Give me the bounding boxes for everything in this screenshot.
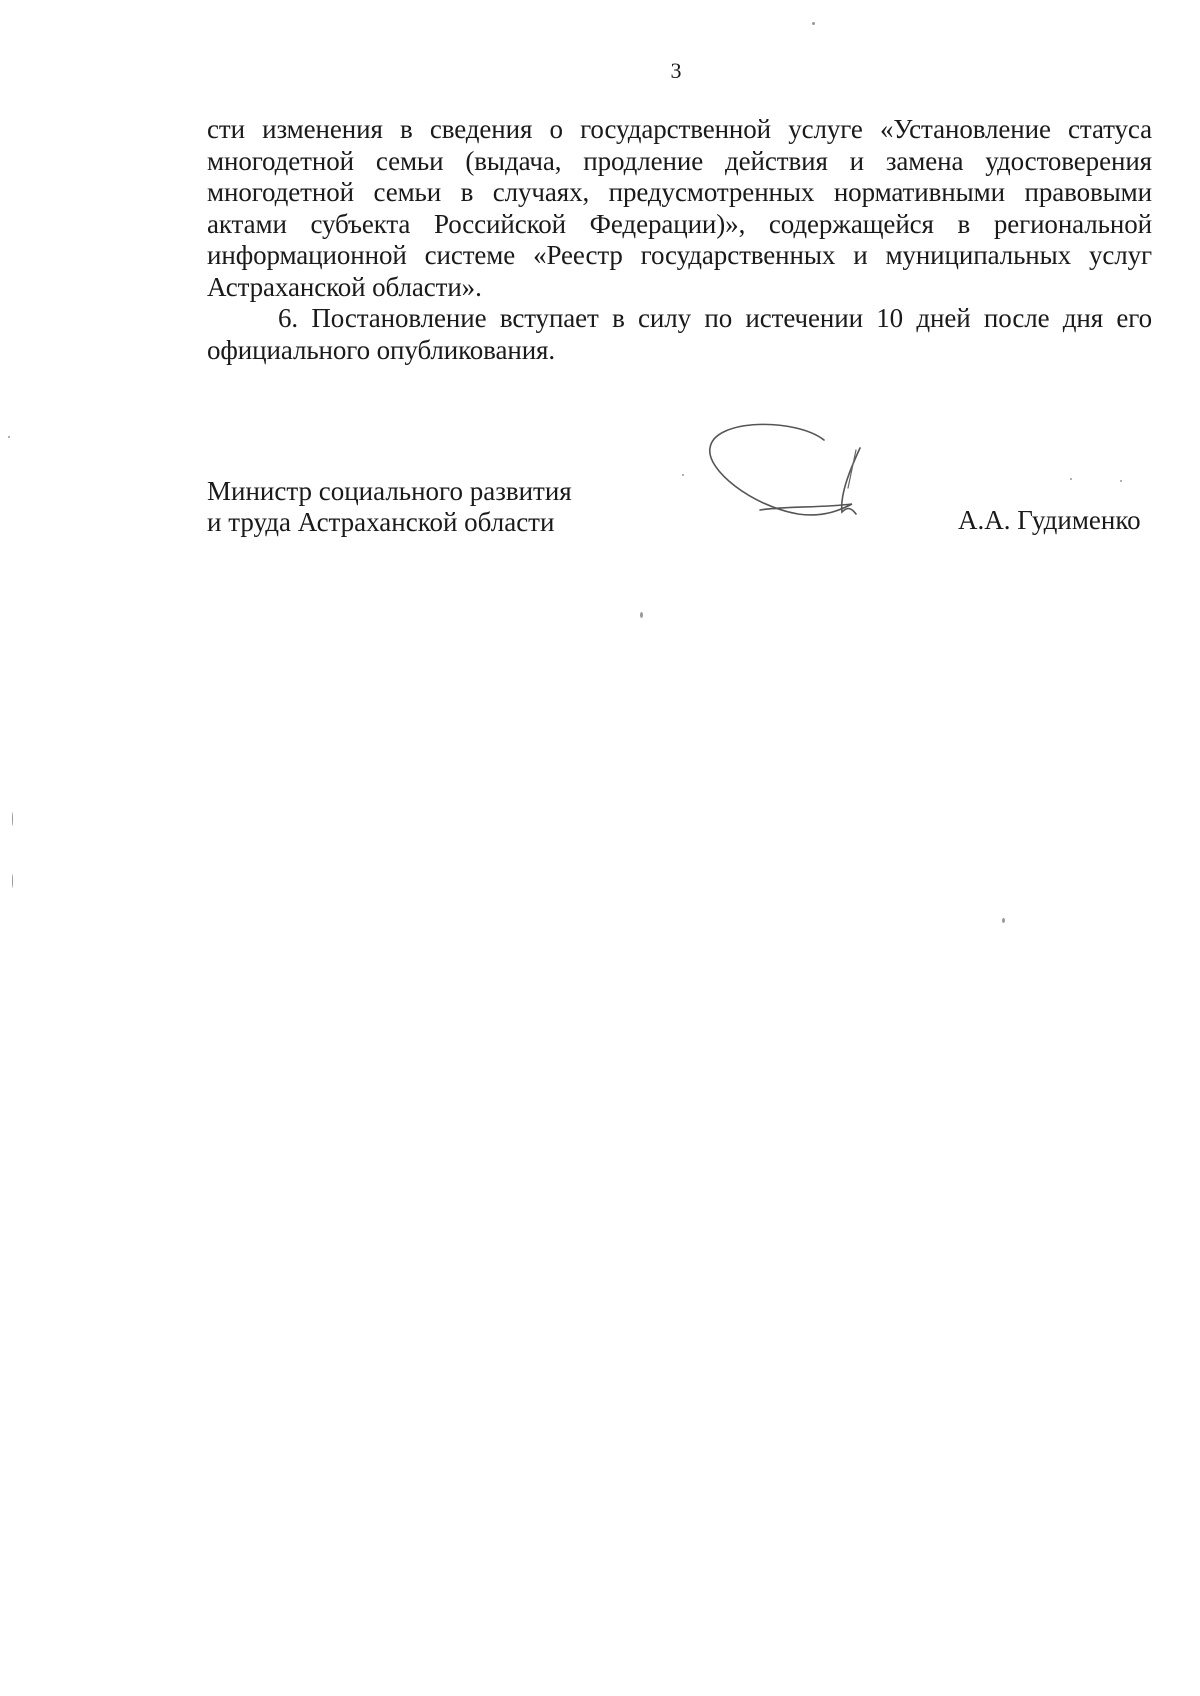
scan-speck [682,474,684,476]
document-body [207,114,1152,366]
signatory-position-line1: Министр социального развития [207,476,572,506]
scan-speck [640,612,643,618]
signatory-position [207,476,572,538]
scan-speck [8,436,10,438]
scan-speck [12,812,13,826]
page-number: 3 [670,58,682,83]
paragraph-6: 6. Постановление вступает в силу по истечении 10 дней после дня его официального опубликования. [207,303,1152,365]
scan-speck [812,22,815,25]
signatory-position-line2: и труда Астраханской области [207,507,555,537]
scan-speck [1120,480,1122,482]
scan-speck [1002,918,1005,923]
scan-speck [12,874,13,888]
paragraph-continuation: сти изменения в сведения о государственной услуге «Установление статуса многодетной семьи (выдача, продление действия и замена удостоверения многодетной семьи в случаях, предусмотренных нормативными правовыми актами субъекта Российской Федерации)», содержащейся в региональной информационной системе «Реестр государственных и муниципальных услуг Астраханской области». [207,114,1152,302]
handwritten-signature [700,418,870,518]
scan-speck [1070,478,1072,480]
signatory-name: А.А. Гудименко [958,505,1141,535]
